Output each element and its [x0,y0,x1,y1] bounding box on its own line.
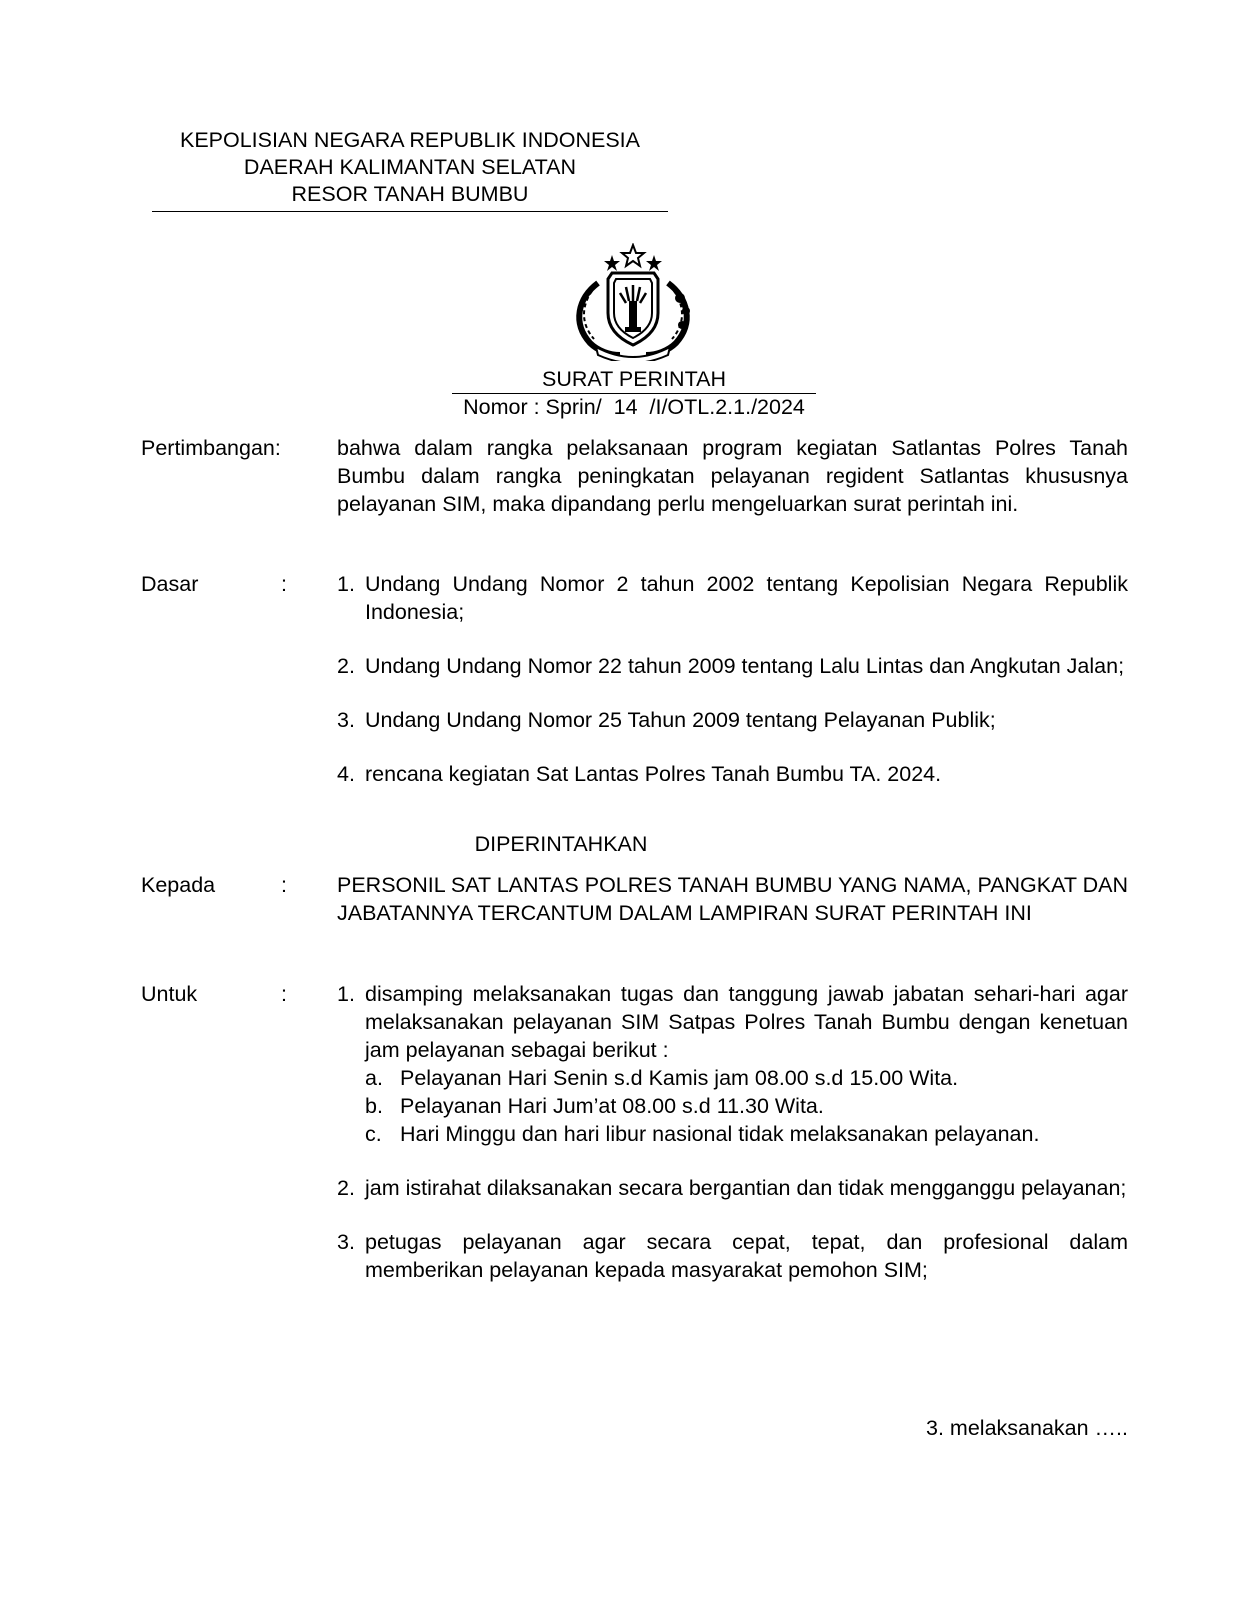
kepada-colon: : [281,873,287,897]
letterhead [152,127,668,212]
document-number: Nomor : Sprin/ 14 /I/OTL.2.1./2024 [463,395,805,419]
item-number: 3. [337,1230,355,1254]
item-number: 2. [337,654,355,678]
section-untuk [141,980,1128,1284]
letterhead-line-3: RESOR TANAH BUMBU [291,182,529,206]
dasar-label: Dasar [141,572,199,596]
item-text: disamping melaksanakan tugas dan tanggung jawab jabatan sehari-hari agar melaksanakan pelayanan SIM Satpas Polres Tanah Bumbu dengan kenetuan jam pelayanan sebagai berikut : [365,982,1128,1062]
item-text: Undang Undang Nomor 22 tahun 2009 tentang Lalu Lintas dan Angkutan Jalan; [365,654,1125,678]
schedule-sublist [365,1064,1128,1148]
letterhead-line-2: DAERAH KALIMANTAN SELATAN [243,155,577,179]
dasar-colon: : [281,572,287,596]
section-kepada [141,871,1128,927]
item-number: 1. [337,982,355,1006]
police-emblem-icon [568,243,698,361]
item-text: Undang Undang Nomor 25 Tahun 2009 tentang Pelayanan Publik; [365,708,996,732]
item-text: rencana kegiatan Sat Lantas Polres Tanah Bumbu TA. 2024. [365,762,942,786]
list-item [337,652,1128,680]
list-item [337,570,1128,626]
item-number: 3. [337,708,355,732]
item-text: Undang Undang Nomor 2 tahun 2002 tentang Kepolisian Negara Republik Indonesia; [365,572,1128,624]
item-number: 1. [337,572,355,596]
title-main: SURAT PERINTAH [452,366,816,394]
list-item [337,1228,1128,1284]
letterhead-line-1: KEPOLISIAN NEGARA REPUBLIK INDONESIA [179,128,640,152]
item-text: jam istirahat dilaksanakan secara bergantian dan tidak mengganggu pelayanan; [365,1176,1127,1200]
document-title [452,366,816,421]
pertimbangan-text: bahwa dalam rangka pelaksanaan program kegiatan Satlantas Polres Tanah Bumbu dalam rangka peningkatan pelayanan regident Satlantas khususnya pelayanan SIM, maka dipandang perlu mengeluarkan surat perintah ini. [337,436,1128,516]
list-item [337,760,1128,788]
list-item [337,980,1128,1148]
page-continuation: 3. melaksanakan ….. [926,1416,1128,1440]
pertimbangan-label: Pertimbangan: [141,436,281,460]
sub-item [365,1092,1128,1120]
sub-text: Pelayanan Hari Jum’at 08.00 s.d 11.30 Wita. [400,1094,824,1118]
dasar-list [337,570,1128,788]
untuk-colon: : [281,982,287,1006]
sub-item [365,1064,1128,1092]
untuk-list [337,980,1128,1284]
sub-text: Hari Minggu dan hari libur nasional tidak melaksanakan pelayanan. [400,1122,1040,1146]
kepada-label: Kepada [141,873,216,897]
sub-letter: b. [365,1094,383,1118]
section-pertimbangan [141,434,1128,518]
item-number: 4. [337,762,355,786]
sub-item [365,1120,1128,1148]
list-item [337,706,1128,734]
sub-text: Pelayanan Hari Senin s.d Kamis jam 08.00 s.d 15.00 Wita. [400,1066,959,1090]
list-item [337,1174,1128,1202]
item-text: petugas pelayanan agar secara cepat, tepat, dan profesional dalam memberikan pelayanan kepada masyarakat pemohon SIM; [365,1230,1128,1282]
section-dasar [141,570,1128,788]
item-number: 2. [337,1176,355,1200]
kepada-text: PERSONIL SAT LANTAS POLRES TANAH BUMBU YANG NAMA, PANGKAT DAN JABATANNYA TERCANTUM DALAM LAMPIRAN SURAT PERINTAH INI [337,873,1128,925]
sub-letter: a. [365,1066,383,1090]
untuk-label: Untuk [141,982,198,1006]
diperintahkan-heading: DIPERINTAHKAN [474,832,648,856]
sub-letter: c. [365,1122,382,1146]
